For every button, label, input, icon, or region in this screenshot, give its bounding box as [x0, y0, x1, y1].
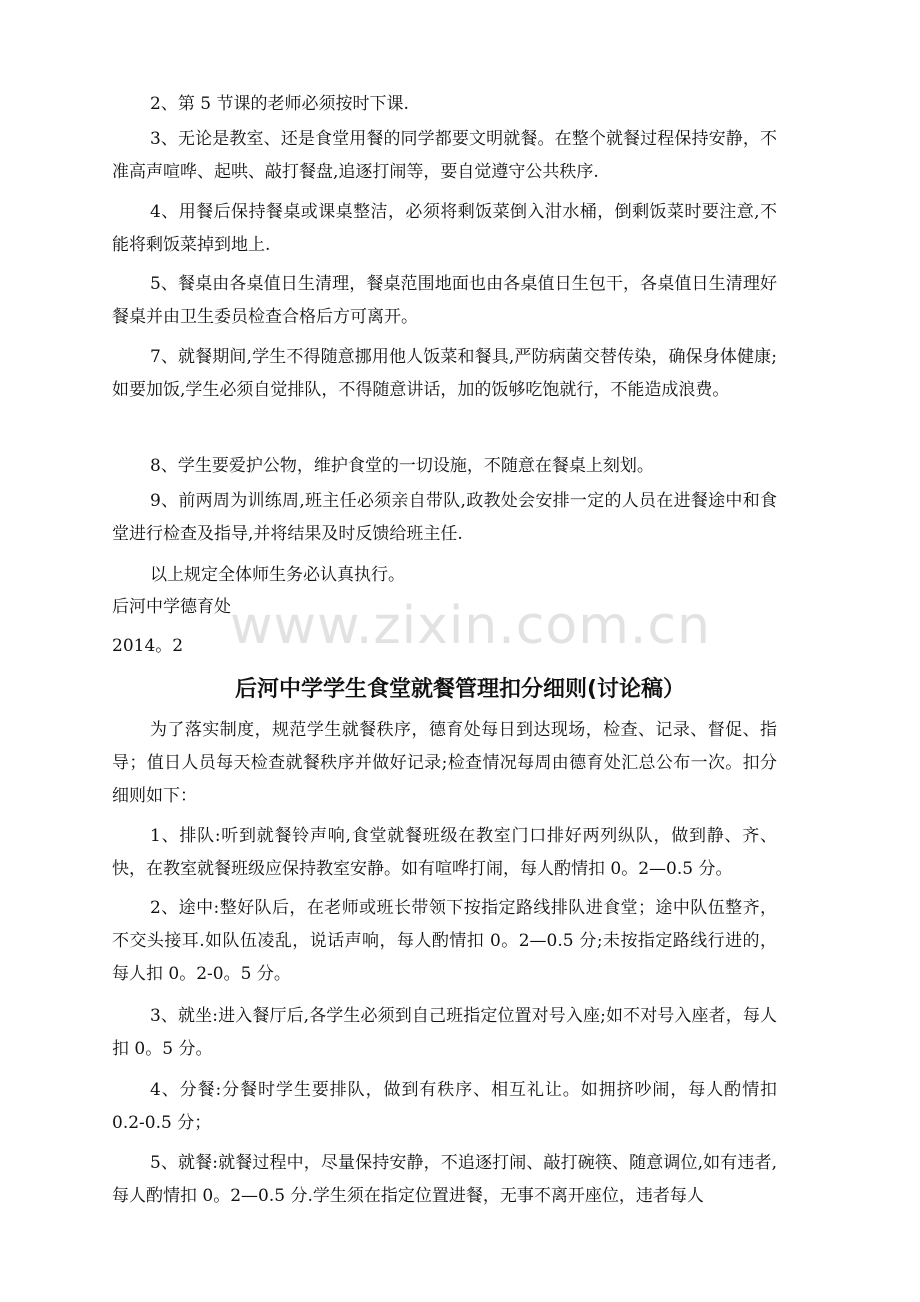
deduction-item-seating: 3、就坐:进入餐厅后,各学生必须到自己班指定位置对号入座;如不对号入座者，每人扣 0。5 分。 — [112, 1006, 777, 1059]
rule-item-7: 7、就餐期间,学生不得随意挪用他人饭菜和餐具,严防病菌交替传染，确保身体健康;如要加饭,学生必须自觉排队，不得随意讲话，加的饭够吃饱就行，不能造成浪费。 — [112, 347, 777, 400]
rule-item-5: 5、餐桌由各桌值日生清理，餐桌范围地面也由各桌值日生包干，各桌值日生清理好餐桌并由卫生委员检查合格后方可离开。 — [112, 274, 777, 327]
rule-item-3: 3、无论是教室、还是食堂用餐的同学都要文明就餐。在整个就餐过程保持安静，不准高声喧哗、起哄、敲打餐盘,追逐打闹等，要自觉遵守公共秩序. — [112, 129, 777, 182]
deduction-item-serving: 4、分餐:分餐时学生要排队，做到有秩序、相互礼让。如拥挤吵闹，每人酌情扣 0.2-0.5 分； — [112, 1080, 777, 1133]
closing-statement: 以上规定全体师生务必认真执行。 — [150, 565, 405, 585]
signature-date: 2014。2 — [112, 636, 184, 656]
rule-item-9: 9、前两周为训练周,班主任必须亲自带队,政教处会安排一定的人员在进餐途中和食堂进行检查及指导,并将结果及时反馈给班主任. — [112, 491, 777, 544]
intro-paragraph: 为了落实制度，规范学生就餐秩序，德育处每日到达现场，检查、记录、督促、指导；值日人员每天检查就餐秩序并做好记录;检查情况每周由德育处汇总公布一次。扣分细则如下： — [112, 720, 777, 806]
deduction-item-route: 2、途中:整好队后，在老师或班长带领下按指定路线排队进食堂；途中队伍整齐，不交头接耳.如队伍凌乱，说话声响，每人酌情扣 0。2—0.5 分;未按指定路线行进的，每人扣 0。2-0。5 分。 — [112, 898, 777, 984]
watermark: www.zixin.com.cn — [230, 596, 711, 656]
rule-item-4: 4、用餐后保持餐桌或课桌整洁，必须将剩饭菜倒入泔水桶，倒剩饭菜时要注意,不能将剩饭菜掉到地上. — [112, 202, 777, 255]
deduction-item-queue: 1、排队:听到就餐铃声响,食堂就餐班级在教室门口排好两列纵队，做到静、齐、快，在教室就餐班级应保持教室安静。如有喧哗打闹，每人酌情扣 0。2—0.5 分。 — [112, 826, 777, 879]
section-title: 后河中学学生食堂就餐管理扣分细则(讨论稿） — [234, 677, 686, 702]
rule-item-8: 8、学生要爱护公物，维护食堂的一切设施，不随意在餐桌上刻划。 — [150, 456, 654, 476]
deduction-item-dining: 5、就餐:就餐过程中，尽量保持安静，不追逐打闹、敲打碗筷、随意调位,如有违者,每人酌情扣 0。2—0.5 分.学生须在指定位置进餐，无事不离开座位，违者每人 — [112, 1153, 777, 1206]
signature-office: 后河中学德育处 — [112, 597, 231, 617]
rule-item-2: 2、第 5 节课的老师必须按时下课. — [150, 94, 409, 114]
